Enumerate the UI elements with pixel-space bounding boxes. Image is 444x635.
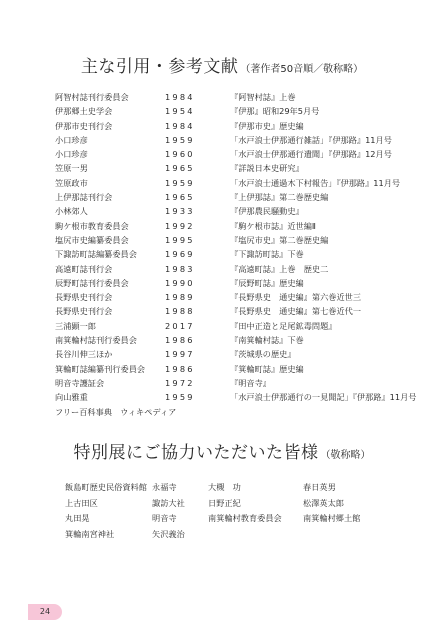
contributor-name: 諏訪大社 (152, 497, 185, 508)
reference-row (55, 390, 417, 404)
reference-year: 1988 (165, 306, 195, 317)
reference-author: 小林郊人 (55, 206, 88, 217)
reference-author: 笠原政市 (55, 177, 88, 188)
contributor-name: 永福寺 (152, 482, 177, 492)
reference-year: 1997 (165, 349, 195, 360)
reference-year: 1984 (165, 92, 195, 102)
reference-author: 高遠町誌刊行会 (55, 263, 113, 274)
reference-year: 1954 (165, 106, 195, 117)
reference-title: 『高遠町誌』上巻 歴史二 (230, 263, 329, 274)
reference-row (55, 233, 395, 247)
reference-row (55, 204, 395, 218)
reference-author: 明音寺護証会 (55, 377, 105, 388)
reference-row (55, 405, 395, 419)
reference-title: 「水戸浪士通過木下村報告」『伊那路』11月号 (230, 177, 401, 188)
contributor-name: 矢沢義治 (152, 528, 185, 539)
reference-row (55, 161, 395, 175)
reference-title: 『伊那市史』歴史編 (230, 120, 304, 131)
reference-title: 『阿智村誌』上巻 (230, 92, 296, 102)
reference-row (55, 262, 395, 276)
reference-author: 塩尻市史編纂委員会 (55, 234, 129, 245)
reference-row (55, 304, 395, 318)
reference-year: 1995 (165, 234, 195, 245)
contributor-name: 明音寺 (152, 513, 177, 523)
reference-row (55, 276, 395, 290)
reference-year: 1969 (165, 249, 195, 260)
reference-author: 上伊那誌刊行会 (55, 192, 113, 203)
reference-row (55, 319, 395, 333)
references-heading-note: （著作者50音順／敬称略） (240, 64, 364, 75)
contributor-name (208, 527, 303, 543)
reference-row (55, 219, 395, 233)
reference-title: 『箕輪町誌』歴史編 (230, 363, 304, 374)
page-number: 24 (39, 607, 51, 616)
reference-year: 1959 (165, 392, 195, 403)
reference-year: 1983 (165, 263, 195, 274)
thanks-heading (0, 438, 444, 463)
reference-row (55, 104, 395, 118)
reference-title: 『明音寺』 (230, 377, 271, 388)
reference-year: 1965 (165, 163, 195, 174)
reference-author: 箕輪町誌編纂刊行委員会 (55, 363, 146, 374)
reference-author: 辰野町誌刊行委員会 (55, 277, 129, 288)
contributor-name: 丸田晃 (65, 513, 90, 523)
reference-row (55, 119, 395, 133)
contributor-name: 日野正紀 (208, 497, 241, 508)
reference-row (55, 347, 395, 361)
contributor-name: 松澤英太郎 (303, 497, 344, 508)
reference-year: 1986 (165, 335, 195, 346)
reference-title: 『長野県史 通史編』第七巻近代一 (230, 306, 362, 317)
reference-row (55, 147, 395, 161)
reference-row (55, 362, 395, 376)
reference-title: 『南箕輪村誌』下巻 (230, 335, 304, 346)
reference-author: 伊那郷土史学会 (55, 106, 113, 117)
contributor-name (303, 527, 393, 543)
thanks-heading-title: 特別展にご協力いただいた皆様 (73, 443, 319, 463)
thanks-heading-note: （敬称略） (320, 450, 371, 461)
reference-title: 「水戸浪士伊那通行雑話」『伊那路』11月号 (230, 134, 392, 145)
page-number-badge (28, 604, 62, 620)
reference-title: 『長野県史 通史編』第六巻近世三 (230, 292, 362, 303)
contributor-name: 飯島町歴史民俗資料館 (65, 482, 147, 492)
contributor-name: 上古田区 (65, 497, 98, 508)
reference-author: 笠原一男 (55, 163, 88, 174)
reference-year: 1989 (165, 292, 195, 303)
reference-author: 長谷川伸三ほか (55, 349, 113, 360)
reference-author: 伊那市史刊行会 (55, 120, 113, 131)
reference-author: 向山雅重 (55, 392, 88, 403)
reference-row (55, 190, 395, 204)
reference-year: 1990 (165, 277, 195, 288)
reference-year: 1972 (165, 377, 195, 388)
references-heading-title: 主な引用・参考文献 (80, 57, 239, 77)
reference-year: 1959 (165, 177, 195, 188)
reference-year: 1965 (165, 192, 195, 203)
reference-year: 1984 (165, 120, 195, 131)
reference-author: 南箕輪村誌刊行委員会 (55, 335, 137, 346)
reference-author: 下諏訪町誌編纂委員会 (55, 249, 137, 260)
reference-year: 1959 (165, 134, 195, 145)
reference-row (55, 247, 395, 261)
reference-row (55, 376, 395, 390)
reference-year: 1986 (165, 363, 195, 374)
reference-row (55, 290, 395, 304)
reference-title: 『上伊那誌』第二巻歴史編 (230, 192, 329, 203)
reference-row (55, 133, 395, 147)
references-list (55, 90, 417, 419)
references-heading (0, 52, 444, 77)
reference-title: 『辰野町誌』歴史編 (230, 277, 304, 288)
reference-author: 三浦顕一郎 (55, 320, 96, 331)
contributor-name: 南箕輪村郷土館 (303, 513, 361, 523)
reference-year: 1933 (165, 206, 195, 217)
reference-title: 『田中正造と足尾鉱毒問題』 (230, 320, 337, 331)
reference-author: フリー百科事典 ウィキペディア (55, 406, 177, 417)
contributor-name: 大槻 功 (208, 482, 241, 492)
reference-title: 『詳説日本史研究』 (230, 163, 304, 174)
contributor-name: 箕輪南宮神社 (65, 528, 115, 539)
reference-title: 「水戸浪士伊那通行遺聞」『伊那路』12月号 (230, 149, 392, 160)
reference-title: 『伊那』昭和29年5月号 (230, 106, 320, 117)
contributor-name: 春日英男 (303, 482, 336, 492)
reference-title: 『塩尻市史』第二巻歴史編 (230, 234, 329, 245)
reference-title: 『伊那農民騒動史』 (230, 206, 304, 217)
reference-row (55, 176, 401, 190)
reference-author: 阿智村誌刊行委員会 (55, 92, 129, 102)
reference-title: 『駒ケ根市誌』近世編Ⅱ (230, 220, 316, 231)
reference-title: 『下諏訪町誌』下巻 (230, 249, 304, 260)
reference-author: 小口珍彦 (55, 149, 88, 160)
reference-row (55, 333, 395, 347)
reference-title: 「水戸浪士伊那通行の一見聞記」『伊那路』11月号 (230, 392, 417, 403)
reference-author: 小口珍彦 (55, 134, 88, 145)
reference-year: 1992 (165, 220, 195, 231)
contributor-name: 南箕輪村教育委員会 (208, 513, 282, 523)
reference-author: 長野県史刊行会 (55, 292, 113, 303)
reference-author: 長野県史刊行会 (55, 306, 113, 317)
reference-author: 駒ケ根市教育委員会 (55, 220, 129, 231)
reference-title: 『茨城県の歴史』 (230, 349, 296, 360)
reference-year: 2017 (165, 320, 195, 331)
reference-row (55, 90, 395, 104)
thanks-list (65, 480, 393, 542)
reference-year: 1960 (165, 149, 195, 160)
